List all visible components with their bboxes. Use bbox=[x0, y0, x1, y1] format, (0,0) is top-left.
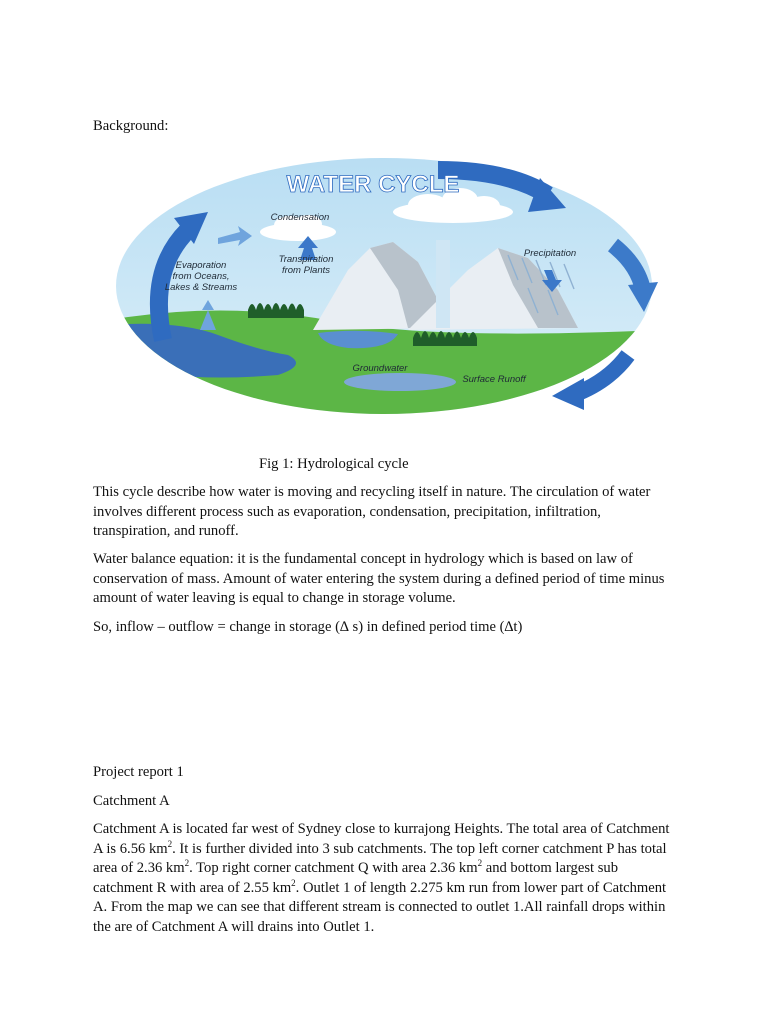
superscript-2: 2 bbox=[167, 838, 173, 849]
paragraph-water-balance: Water balance equation: it is the fundamental concept in hydrology which is based on law of conservation of mass. Amount of water entering the system during a defined period of time minus amount of water leaving is equal to change in storage volume. bbox=[93, 551, 665, 606]
label-condensation: Condensation bbox=[270, 212, 330, 223]
water-cycle-diagram bbox=[108, 150, 660, 422]
paragraph-cycle: This cycle describe how water is moving and recycling itself in nature. The circulation of water involves different process such as evaporation, condensation, precipitation, infiltration, transpiration, and runoff. bbox=[93, 484, 651, 539]
label-groundwater: Groundwater bbox=[352, 363, 408, 374]
figure-title: WATER CYCLE bbox=[286, 171, 460, 198]
figure-caption: Fig 1: Hydrological cycle bbox=[259, 456, 409, 472]
groundwater-lens bbox=[344, 373, 456, 391]
label-precipitation: Precipitation bbox=[523, 248, 577, 259]
waterfall bbox=[436, 240, 450, 328]
catchment-text-2: . It is further divided into 3 sub catchments. The top left corner catchment P has total area of 2.36 km bbox=[93, 840, 667, 876]
catchment-text-3: . Top right corner catchment Q with area 2.36 km bbox=[189, 860, 478, 876]
catchment-text-4: and bottom largest sub catchment R with area of 2.55 km bbox=[93, 860, 618, 896]
superscript-2: 2 bbox=[477, 858, 483, 869]
background-heading: Background: bbox=[93, 118, 169, 134]
catchment-text-1: Catchment A is located far west of Sydney close to kurrajong Heights. The total area of Catchment A is 6.56 km bbox=[93, 821, 670, 857]
project-subtitle: Catchment A bbox=[93, 793, 170, 809]
project-title: Project report 1 bbox=[93, 764, 184, 780]
catchment-text-5: . Outlet 1 of length 2.275 km run from lower part of Catchment A. From the map we can see that different stream is connected to outlet 1.All rainfall drops within the are of Catchment A will drains into Outlet 1. bbox=[93, 879, 667, 935]
paragraph-equation: So, inflow – outflow = change in storage (∆ s) in defined period time (∆t) bbox=[93, 619, 523, 635]
label-transpiration-1: Transpiration bbox=[278, 254, 334, 265]
label-evaporation-2: from Oceans, bbox=[172, 271, 230, 282]
label-evaporation-1: Evaporation bbox=[175, 260, 227, 271]
label-surface-runoff: Surface Runoff bbox=[462, 374, 526, 385]
superscript-2: 2 bbox=[291, 877, 296, 888]
paragraph-catchment bbox=[93, 820, 678, 937]
label-transpiration-2: from Plants bbox=[281, 265, 331, 276]
label-evaporation-3: Lakes & Streams bbox=[164, 282, 238, 293]
superscript-2: 2 bbox=[184, 858, 190, 869]
